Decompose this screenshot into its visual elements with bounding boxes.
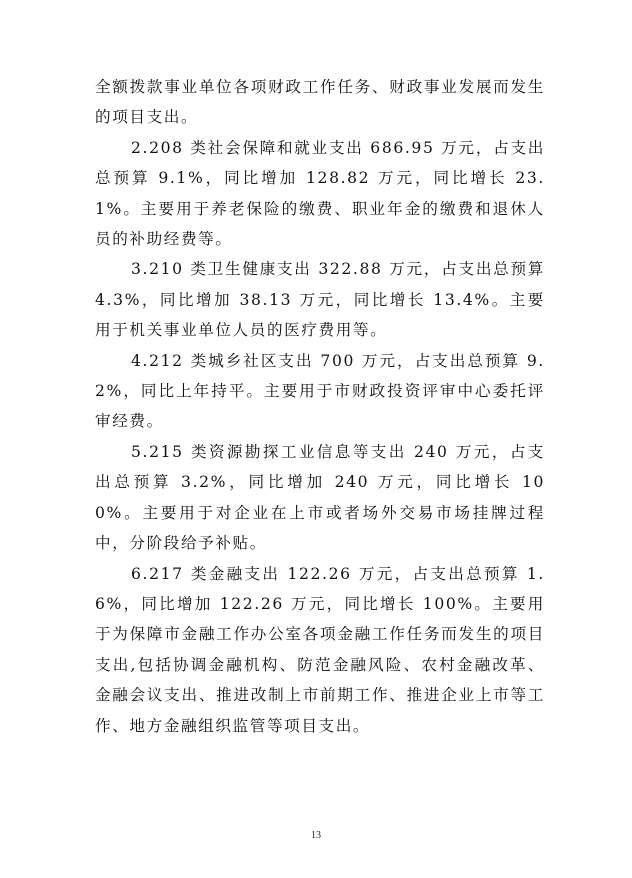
- page-number: 13: [311, 830, 321, 841]
- paragraph-item-212: 4.212 类城乡社区支出 700 万元，占支出总预算 9.2%，同比上年持平。主要用于市财政投资评审中心委托评审经费。: [95, 351, 545, 431]
- paragraph-item-215: 5.215 类资源勘探工业信息等支出 240 万元，占支出总预算 3.2%，同比增加 240 万元，同比增长 100%。主要用于对企业在上市或者场外交易市场挂牌过程中，分阶段给予补贴。: [95, 442, 545, 553]
- paragraph-continuation: 全额拨款事业单位各项财政工作任务、财政事业发展而发生的项目支出。: [95, 78, 545, 127]
- document-body: [95, 72, 545, 741]
- paragraph-item-210: 3.210 类卫生健康支出 322.88 万元，占支出总预算 4.3%，同比增加 38.13 万元，同比增长 13.4%。主要用于机关事业单位人员的医疗费用等。: [95, 260, 545, 340]
- paragraph-item-208: 2.208 类社会保障和就业支出 686.95 万元，占支出总预算 9.1%，同比增加 128.82 万元，同比增长 23.1%。主要用于养老保险的缴费、职业年金的缴费和退休人员的补助经费等。: [95, 138, 545, 249]
- paragraph-item-217: 6.217 类金融支出 122.26 万元，占支出总预算 1.6%，同比增加 122.26 万元，同比增长 100%。主要用于为保障市金融工作办公室各项金融工作任务而发生的项目支出,包括协调金融机构、防范金融风险、农村金融改革、金融会议支出、推进改制上市前期工作、推进企业上市等工作、地方金融组织监管等项目支出。: [95, 564, 545, 735]
